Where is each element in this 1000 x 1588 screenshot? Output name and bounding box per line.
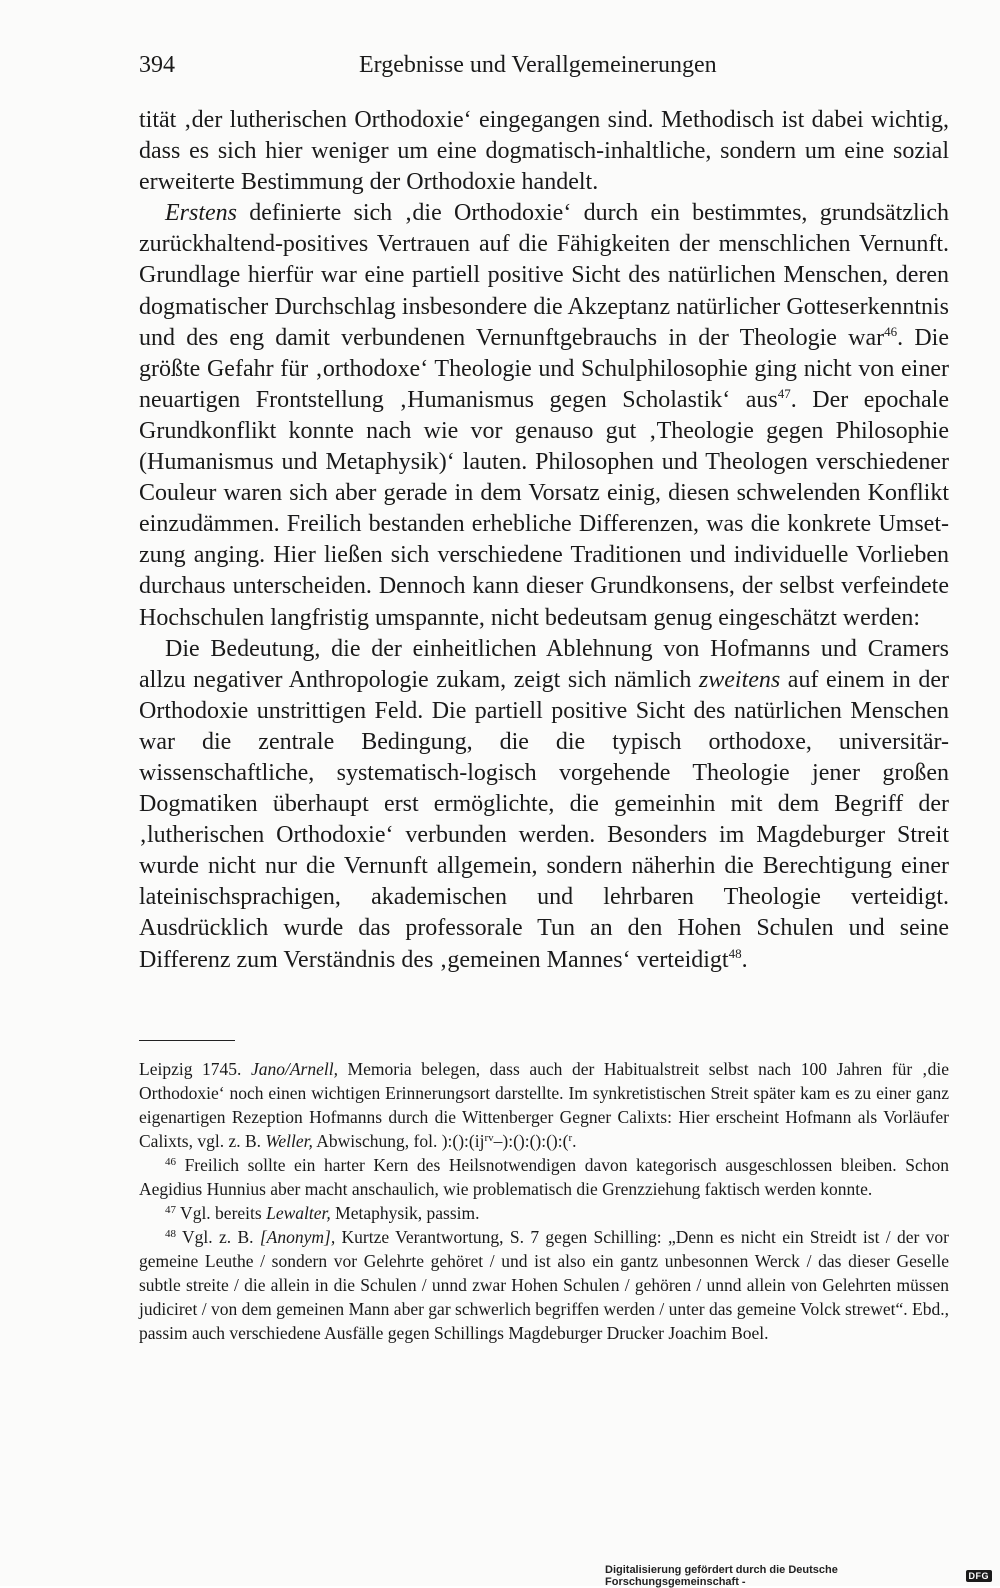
paragraph-2-text-a: definierte sich ‚die Orthodoxie‘ durch ein bestimmtes, grundsätzlich zurückhaltend-positives Vertrauen auf die Fähigkeiten der menschlichen Vernunft. Grundlage hierfür war eine partiell positive Sicht des natürlichen Menschen, deren dogmatischer Durchschlag insbesondere die Akzeptanz natürlicher Gotteserkenntnis und des eng damit verbundenen Vernunftgebrauchs in der Theologie war bbox=[139, 200, 949, 351]
fn-cont-text-e: . bbox=[572, 1131, 577, 1151]
footnote-separator bbox=[139, 1040, 235, 1041]
paragraph-1-text: tität ‚der lutherischen Orthodoxie‘ eingegangen sind. Methodisch ist dabei wichtig, dass es sich hier weniger um eine dogmatisch-inhaltliche, sondern um eine sozial erweiterte Bestimmung der Orthodoxie handelt. bbox=[139, 107, 949, 196]
footnote-48-text-b: Kurtze Verantwortung, S. 7 gegen Schilling: „Denn es nicht ein Streidt ist / der vor gemeine Leuthe / sondern vor Gelehrte gehöret / und ist also ein gantz unbesonnen Werck / das dieser Geselle subtle streite / die allein in die Schulen / unnd zwar Hohen Schulen / gehören / unnd allein von Gelehrten müssen judiciret / von dem gemeinen Mann aber gar schwerlich begriffen werden / unter das gemeine Volck strewet“. Ebd., passim auch verschiedene Ausfälle gegen Schillings Magdeburger Drucker Joachim Boel. bbox=[139, 1227, 950, 1343]
fn-cont-text-b: Memoria belegen, dass auch der Habitualstreit selbst nach 100 Jahren für ‚die Orthodoxie‘ noch einen wichtigen Erinnerungsort darstellte. Im synkretistischen Streit später kam es zu einer ganz eigenartigen Rezeption Hofmanns durch die Wittenberger Gegner Calixts: Hier erscheint Hofmann als Vorläufer Calixts, vgl. z. B. bbox=[139, 1059, 950, 1151]
paragraph-3-text-b: auf einem in der Orthodoxie unstrittigen Feld. Die partiell positive Sicht des natürlichen Menschen war die zentrale Bedingung, die die typisch orthodoxe, universitär-wissenschaftliche, systematisch-logisch vorgehende Theologie jener großen Dogmatiken überhaupt erst ermöglichte, die gemeinhin mit dem Begriff der ‚lutherischen Orthodoxie‘ verbunden werden. Besonders im Magdeburger Streit wurde nicht nur die Vernunft allgemein, sondern näherhin die Berechtigung einer lateinischsprachigen, akademischen und lehrbaren Theologie verteidigt. Ausdrücklich wurde das professorale Tun an den Hohen Schulen und seine Differenz zum Verständnis des ‚gemeinen Mannes‘ verteidigt bbox=[139, 666, 949, 973]
credit-text: Digitalisierung gefördert durch die Deutsche Forschungsgemeinschaft - bbox=[605, 1564, 838, 1588]
fn-cont-sup-1: rv bbox=[484, 1132, 494, 1144]
emphasis-zweitens: zweitens bbox=[698, 666, 781, 693]
footnote-48 bbox=[139, 1225, 949, 1345]
main-text bbox=[139, 105, 949, 976]
footnote-47 bbox=[139, 1201, 949, 1225]
footnote-47-text-b: Metaphysik, passim. bbox=[330, 1203, 480, 1223]
footnote-ref-47: 47 bbox=[777, 385, 791, 401]
digitization-credit bbox=[605, 1564, 1000, 1588]
footnote-47-text-a: Vgl. bereits bbox=[176, 1203, 267, 1223]
footnote-ref-46: 46 bbox=[884, 323, 898, 339]
page-number: 394 bbox=[139, 52, 175, 78]
footnote-46-text: Freilich sollte ein harter Kern des Heilsnotwendigen davon kategorisch ausgeschlossen bleiben. Schon Aegidius Hunnius aber macht anschaulich, wie problematisch die Grenzziehung faktisch werden konnte. bbox=[139, 1155, 949, 1199]
emphasis-erstens: Erstens bbox=[165, 200, 237, 227]
running-head: Ergebnisse und Verallgemeinerungen bbox=[359, 52, 717, 78]
footnote-46-number: 46 bbox=[165, 1156, 176, 1168]
footnote-ref-48: 48 bbox=[728, 945, 742, 961]
fn-cont-text-a: Leipzig 1745. bbox=[139, 1059, 251, 1079]
footnote-46 bbox=[139, 1153, 949, 1201]
footnote-47-author: Lewalter, bbox=[266, 1203, 331, 1223]
fn-cont-text-c: Abwischung, fol. ):():(ij bbox=[312, 1131, 485, 1151]
paragraph-2-text-c: . Der epochale Grundkonflikt konnte nach wie vor genauso gut ‚Theologie gegen Philosophie (Humanismus und Metaphysik)‘ lauten. Philosophen und Theologen verschiedener Couleur waren sich aber gerade in dem Vorsatz einig, diesen schwelenden Konflikt einzudämmen. Freilich bestanden erhebliche Differenzen, was die konkrete Umsetzung anging. Hier ließen sich verschiedene Traditionen und individuelle Vorlieben durchaus unterscheiden. Dennoch kann dieser Grundkonsens, der selbst verfeindete Hochschulen langfristig umspannte, nicht bedeutsam genug eingeschätzt werden: bbox=[139, 386, 949, 631]
paragraph-1 bbox=[139, 105, 949, 198]
paragraph-3 bbox=[139, 634, 949, 976]
paragraph-3-text-a: Die Bedeutung, die der einheitlichen Ablehnung von Hofmanns und Cramers allzu negativer Anthropologie zukam, zeigt sich nämlich bbox=[139, 635, 949, 693]
footnote-48-text-a: Vgl. z. B. bbox=[176, 1227, 260, 1247]
footnotes bbox=[139, 1057, 949, 1345]
fn-cont-author-1: Jano/Arnell, bbox=[250, 1059, 338, 1079]
footnote-47-number: 47 bbox=[165, 1204, 176, 1216]
footnote-48-number: 48 bbox=[165, 1228, 176, 1240]
paragraph-3-text-c: . bbox=[741, 946, 748, 973]
paragraph-2-text-b: . Die größte Gefahr für ‚orthodoxe‘ Theologie und Schulphilosophie ging nicht von einer neuartigen Frontstellung ‚Humanismus gegen Scholastik‘ aus bbox=[139, 324, 949, 413]
paragraph-2 bbox=[139, 198, 949, 633]
fn-cont-sup-2: r bbox=[568, 1132, 573, 1144]
dfg-logo-icon: DFG bbox=[966, 1570, 993, 1582]
fn-cont-author-2: Weller, bbox=[265, 1131, 313, 1151]
fn-cont-text-d: –):():():():( bbox=[493, 1131, 569, 1151]
footnote-48-author: [Anonym], bbox=[259, 1227, 336, 1247]
footnote-continued bbox=[139, 1057, 949, 1153]
page-header bbox=[139, 48, 939, 82]
